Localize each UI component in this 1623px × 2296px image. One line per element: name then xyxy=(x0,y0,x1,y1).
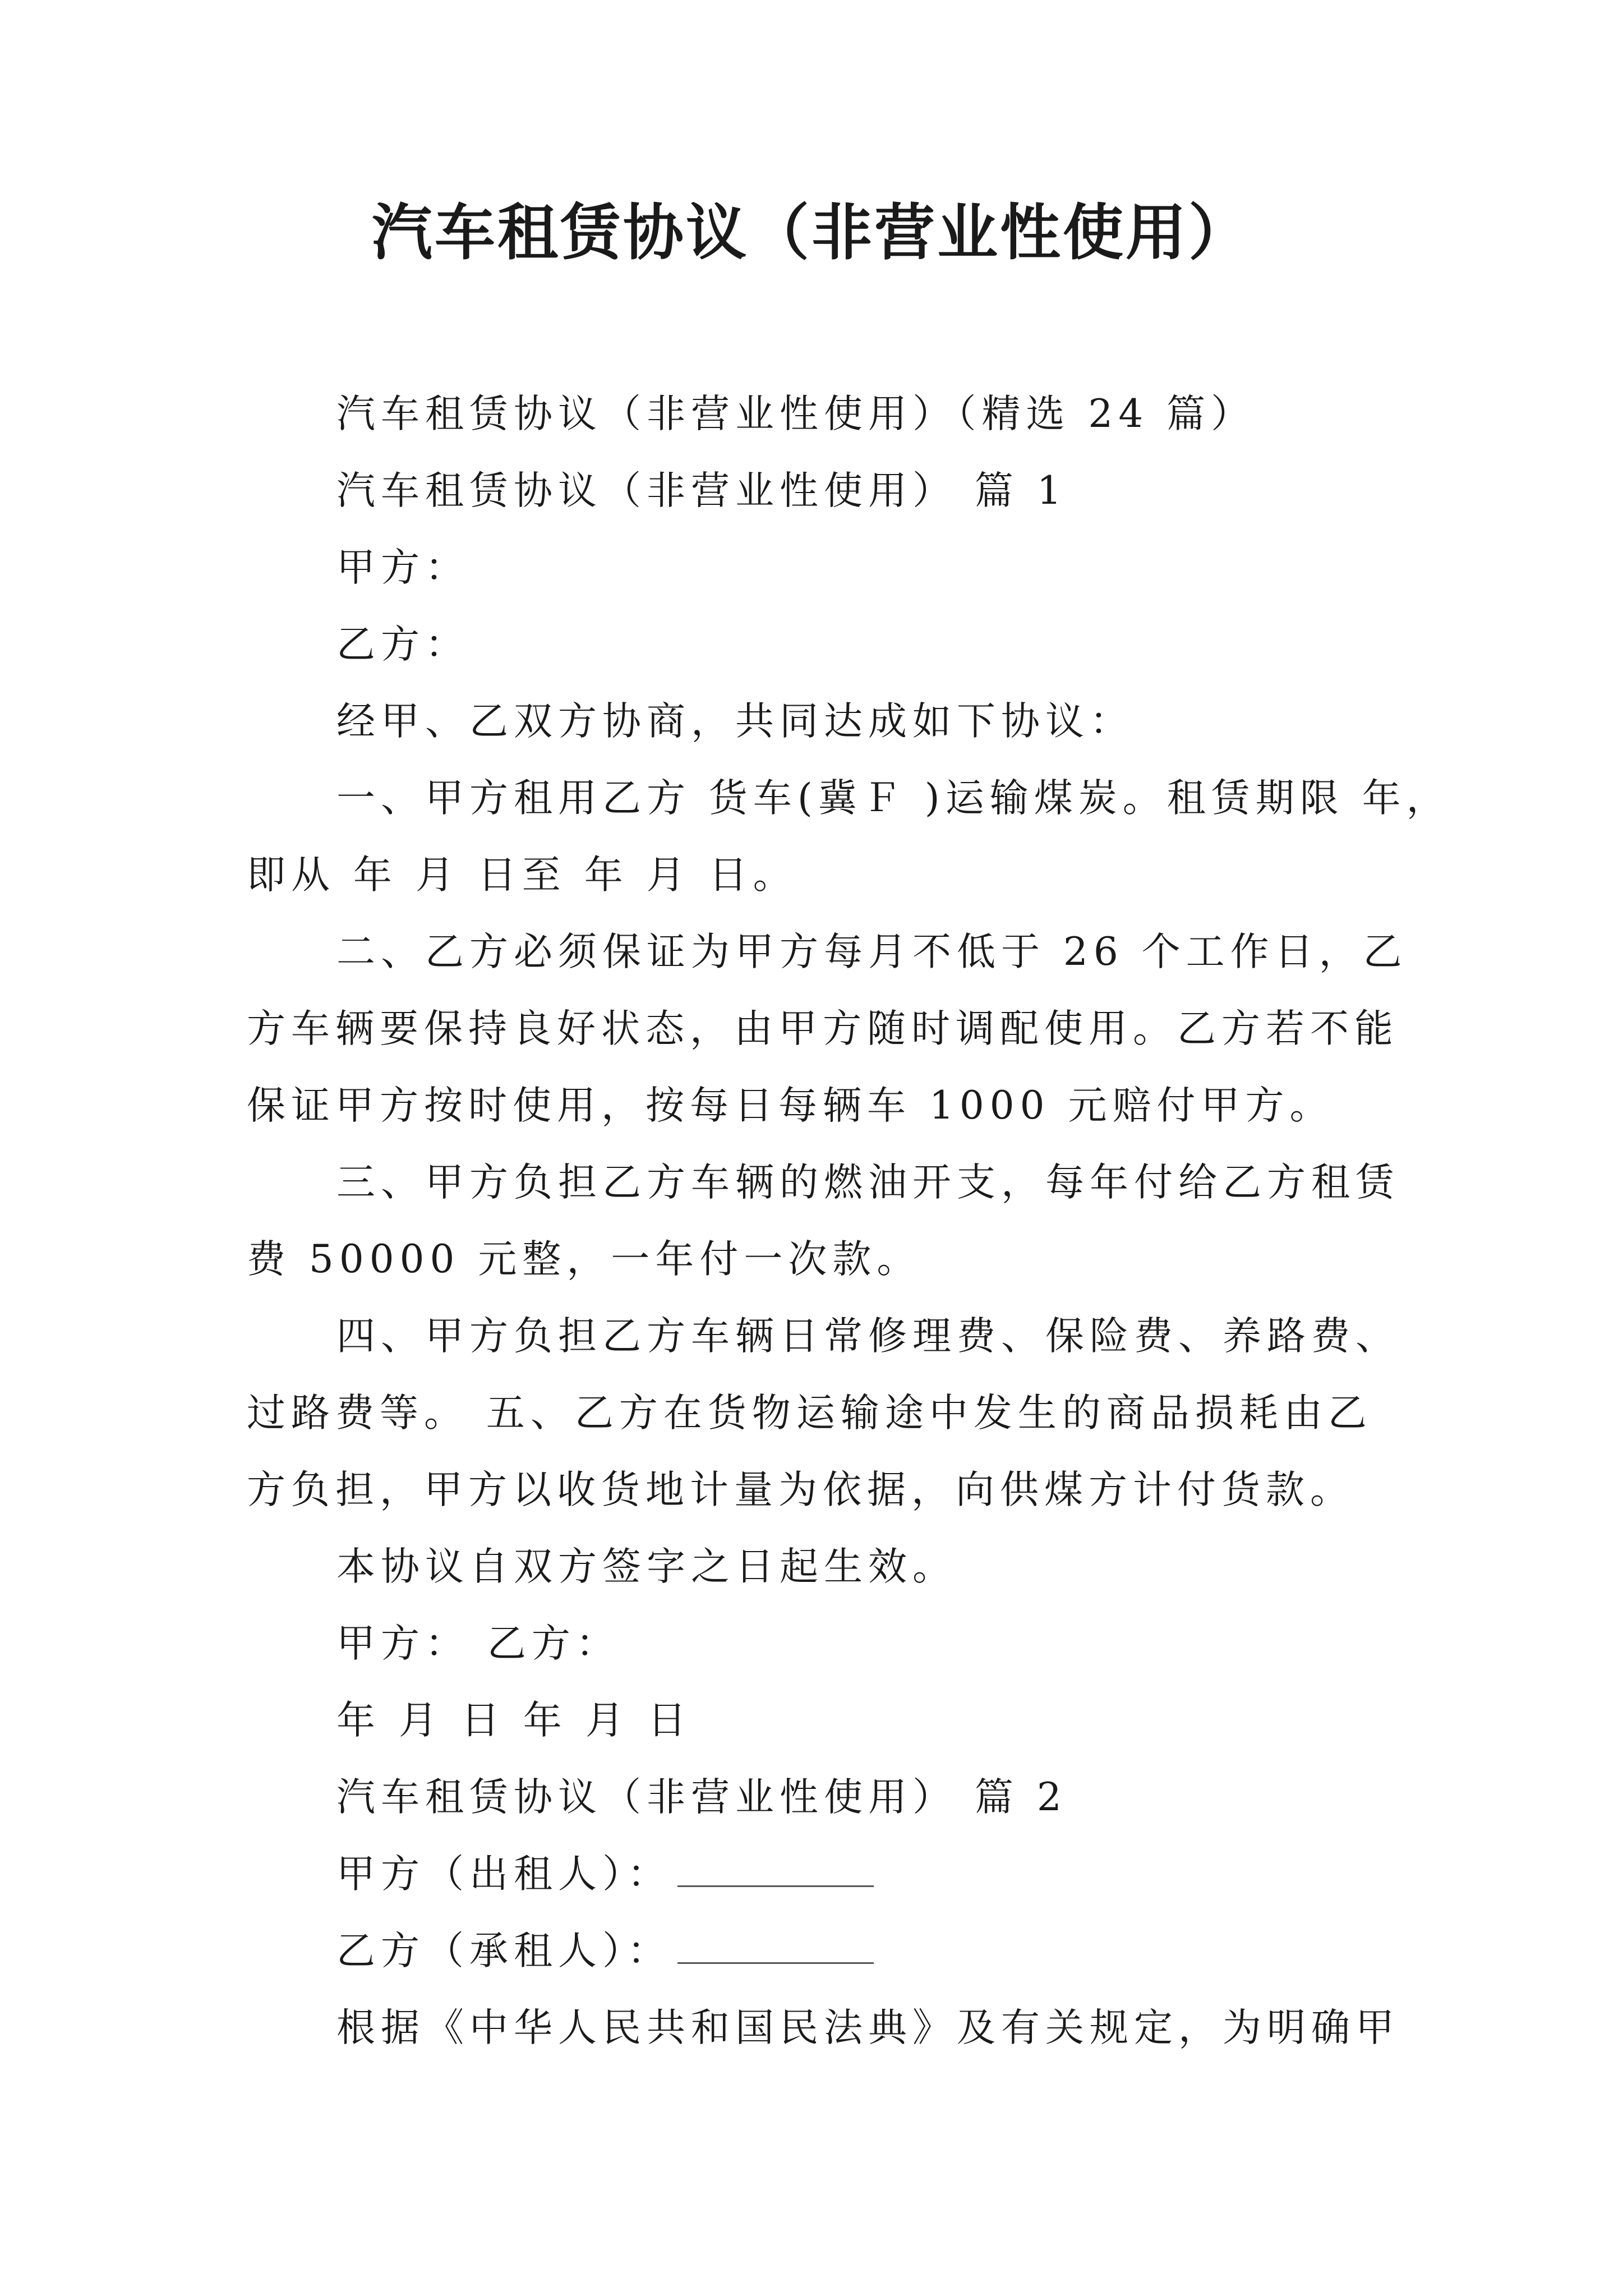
paragraph-line: 三、甲方负担乙方车辆的燃油开支，每年付给乙方租赁 xyxy=(336,1160,1400,1205)
section-heading: 汽车租赁协议（非营业性使用） 篇 2 xyxy=(336,1775,1067,1820)
party-a-label: 甲方： xyxy=(336,545,469,590)
date-line: 年 月 日 年 月 日 xyxy=(336,1698,692,1743)
paragraph-line: 过路费等。 五、乙方在货物运输途中发生的商品损耗由乙 xyxy=(247,1391,1372,1435)
lessor-blank xyxy=(677,1846,874,1887)
paragraph-line: 四、甲方负担乙方车辆日常修理费、保险费、养路费、 xyxy=(336,1314,1400,1359)
subtitle-line: 汽车租赁协议（非营业性使用）（精选 24 篇） xyxy=(336,392,1256,436)
document-title: 汽车租赁协议（非营业性使用） xyxy=(371,197,1251,268)
lessee-blank xyxy=(677,1923,874,1964)
paragraph-line: 费 50000 元整，一年付一次款。 xyxy=(247,1237,921,1282)
paragraph-line: 本协议自双方签字之日起生效。 xyxy=(336,1544,957,1589)
signature-line: 甲方： 乙方： xyxy=(336,1621,620,1666)
paragraph-line: 方车辆要保持良好状态，由甲方随时调配使用。乙方若不能 xyxy=(247,1006,1399,1051)
paragraph-line: 即从 年 月 日至 年 月 日。 xyxy=(247,853,797,898)
lessor-line xyxy=(336,1846,1623,1902)
paragraph-line: 二、乙方必须保证为甲方每月不低于 26 个工作日，乙 xyxy=(336,930,1408,974)
paragraph-line: 一、甲方租用乙方 货车(冀Ｆ )运输煤炭。租赁期限 年， xyxy=(336,776,1451,821)
section-heading: 汽车租赁协议（非营业性使用） 篇 1 xyxy=(336,468,1067,513)
lessee-label: 乙方（承租人）： xyxy=(336,1929,672,1973)
paragraph-line: 经甲、乙双方协商，共同达成如下协议： xyxy=(336,699,1134,744)
lessee-line xyxy=(336,1923,1623,1979)
lessor-label: 甲方（出租人）： xyxy=(336,1852,672,1897)
party-b-label: 乙方： xyxy=(336,622,469,667)
paragraph-line: 根据《中华人民共和国民法典》及有关规定，为明确甲 xyxy=(336,2005,1400,2050)
paragraph-line: 保证甲方按时使用，按每日每辆车 1000 元赔付甲方。 xyxy=(247,1083,1334,1128)
paragraph-line: 方负担，甲方以收货地计量为依据，向供煤方计付货款。 xyxy=(247,1467,1354,1512)
